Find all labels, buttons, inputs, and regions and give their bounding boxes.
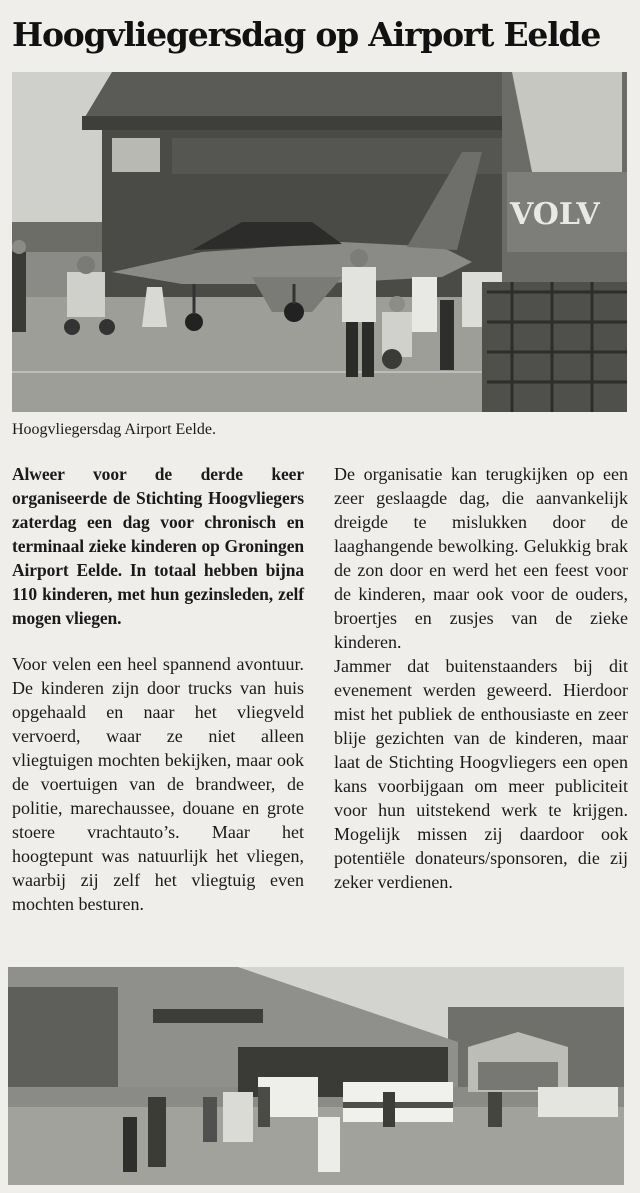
photo-hangar-apron [8, 967, 624, 1185]
headline: Hoogvliegersdag op Airport Eelde [12, 15, 601, 54]
photo-caption: Hoogvliegersdag Airport Eelde. [12, 421, 216, 438]
body-paragraph-right-2: Jammer dat buitenstaanders bij dit evenement werden geweerd. Hierdoor mist het publiek de enthousiaste en zeer blije gezichten van de kinderen, maar laat de Stichting Hoogvliegers een open kans voorbijgaan om meer publiciteit voor hun uitstekend werk te krijgen. Mogelijk missen zij daardoor ook potentiële donateurs/sponsoren, die zij zeker verdienen. [334, 656, 628, 892]
body-paragraph-left: Voor velen een heel spannend avontuur. De kinderen zijn door trucks van huis opgehaald en naar het vliegveld vervoerd, waar ze niet alleen vliegtuigen mochten bekijken, maar ook de voertuigen van de brandweer, de politie, marechaussee, douane en grote stoere vrachtauto’s. Maar het hoogtepunt was natuurlijk het vliegen, waarbij zij zelf het vliegtuig even mochten besturen. [12, 654, 304, 914]
column-right [334, 462, 628, 894]
photo-jet-hangar [12, 72, 627, 412]
lead-paragraph: Alweer voor de derde keer organiseerde de Stichting Hoogvliegers zaterdag een dag voor chronisch en terminaal zieke kinderen op Groningen Airport Eelde. In totaal hebben bijna 110 kinderen, met hun gezinsleden, zelf mogen vliegen. [12, 464, 304, 628]
truck-lettering: VOLV [510, 197, 600, 232]
column-left [12, 462, 304, 916]
body-paragraph-right-1: De organisatie kan terugkijken op een zeer geslaagde dag, die aanvankelijk dreigde te mislukken door de laaghangende bewolking. Gelukkig brak de zon door en werd het een feest voor de kinderen, maar ook voor de ouders, broertjes en zusjes van de zieke kinderen. [334, 464, 628, 652]
